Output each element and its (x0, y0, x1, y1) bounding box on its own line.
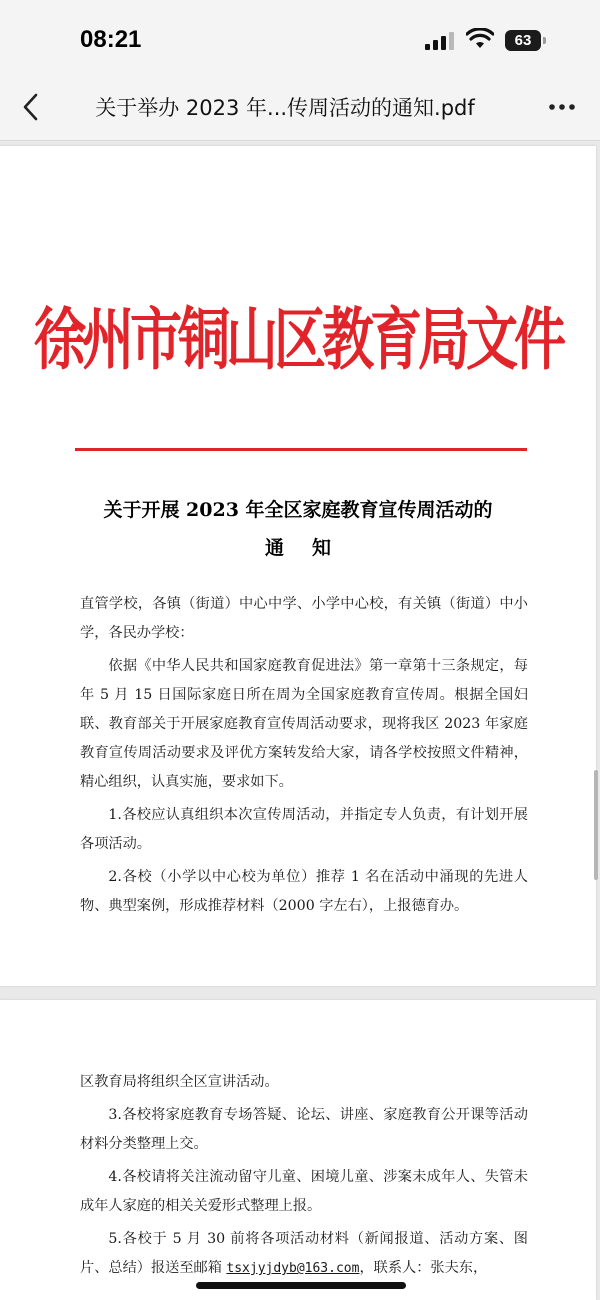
status-time: 08:21 (80, 26, 142, 53)
paragraph-intro: 依据《中华人民共和国家庭教育促进法》第一章第十三条规定，每年 5 月 15 日国际家庭日所在周为全国家庭教育宣传周。根据全国妇联、教育部关于开展家庭教育宣传周活动要求，现将我区 2023 年家庭教育宣传周活动要求及评优方案转发给大家，请各学校按照文件精神，精心组织，认真实施，要求如下。 (80, 658, 528, 790)
requirement-4: 4.各校请将关注流动留守儿童、困境儿童、涉案未成年人、失管未成年人家庭的相关关爱形式整理上报。 (80, 1169, 528, 1214)
wifi-icon (466, 28, 494, 50)
cellular-signal-icon (425, 32, 455, 50)
requirement-3: 3.各校将家庭教育专场答疑、论坛、讲座、家庭教育公开课等活动材料分类整理上交。 (80, 1107, 528, 1152)
battery-level: 63 (505, 30, 541, 51)
battery-tip (543, 37, 546, 44)
requirement-5-contact: ，联系人：张夫东， (359, 1260, 488, 1276)
requirement-5 (80, 1225, 528, 1283)
pdf-page-2[interactable] (0, 1000, 596, 1300)
requirement-1: 1.各校应认真组织本次宣传周活动，并指定专人负责，有计划开展各项活动。 (80, 807, 528, 852)
nav-bar (0, 80, 600, 141)
notice-title-line1: 关于开展 2023 年全区家庭教育宣传周活动的 (103, 499, 493, 521)
more-horizontal-icon[interactable] (548, 102, 576, 112)
requirement-2: 2.各校（小学以中心校为单位）推荐 1 名在活动中涌现的先进人物、典型案例，形成推荐材料（2000 字左右），上报德育办。 (80, 869, 528, 914)
header-divider (75, 448, 527, 451)
notice-title-line2: 通知 (264, 537, 359, 559)
scroll-indicator[interactable] (594, 770, 598, 880)
email-link[interactable]: tsxjyjdyb@163.com (226, 1261, 360, 1276)
document-title: 关于举办 2023 年...传周活动的通知.pdf (95, 96, 475, 120)
notice-body (80, 590, 528, 925)
continuation-line: 区教育局将组织全区宣讲活动。 (80, 1074, 279, 1090)
notice-title (60, 491, 536, 567)
document-header: 徐州市铜山区教育局文件 (33, 301, 562, 380)
battery-icon (505, 30, 547, 51)
pdf-page-1[interactable] (0, 146, 596, 986)
notice-body-continued (80, 1068, 528, 1287)
status-bar (0, 0, 600, 80)
chevron-left-icon[interactable] (20, 92, 42, 122)
requirement-5-text: 5.各校于 5 月 30 前将各项活动材料（新闻报道、活动方案、图片、总结）报送至邮箱 (80, 1231, 528, 1276)
addressee: 直管学校，各镇（街道）中心中学、小学中心校，有关镇（街道）中小学，各民办学校： (80, 596, 528, 641)
home-indicator[interactable] (196, 1282, 406, 1289)
